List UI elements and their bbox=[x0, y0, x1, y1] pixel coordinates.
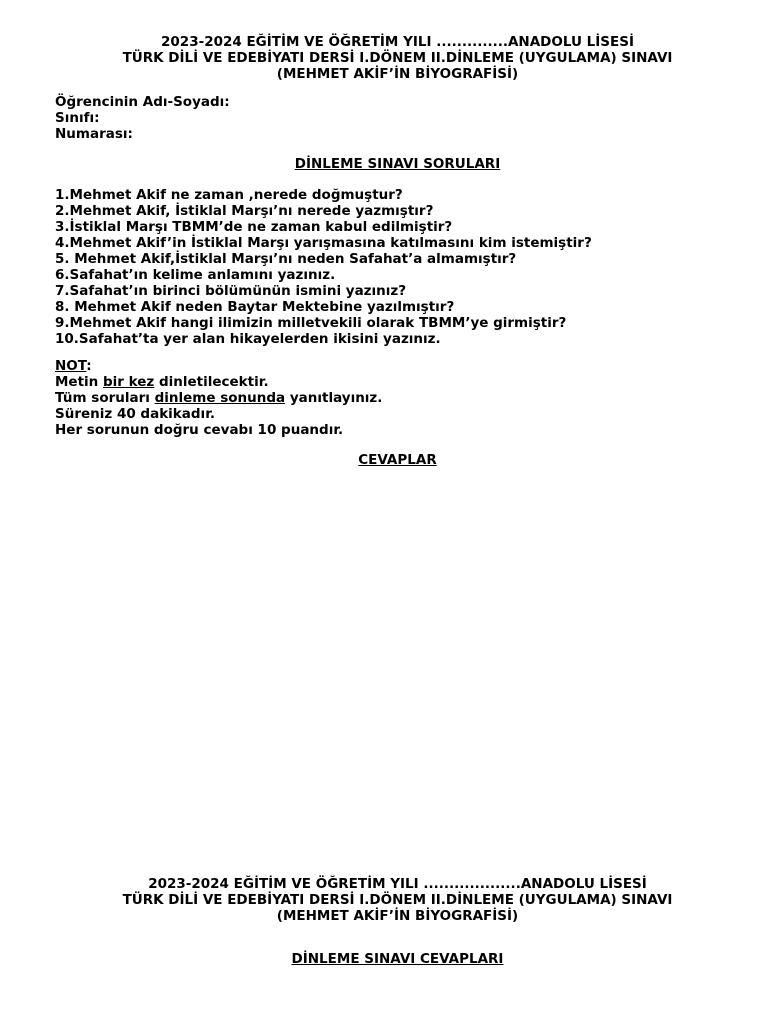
question-item: 8. Mehmet Akif neden Baytar Mektebine yazılmıştır? bbox=[55, 299, 455, 315]
note-text: Metin bbox=[55, 374, 103, 390]
note-heading bbox=[55, 358, 745, 374]
footer-header bbox=[0, 876, 768, 924]
note-line-3: Süreniz 40 dakikadır. bbox=[55, 406, 216, 422]
question-item: 7.Safahat’ın birinci bölümünün ismini yazınız? bbox=[55, 283, 407, 299]
footer-answers-title-block bbox=[0, 951, 768, 967]
note-line-1 bbox=[55, 374, 745, 390]
note-emphasis: bir kez bbox=[102, 374, 155, 390]
question-item: 4.Mehmet Akif’in İstiklal Marşı yarışmasına katılmasını kim istemiştir? bbox=[55, 235, 592, 251]
questions-list bbox=[55, 187, 745, 347]
student-class-label: Sınıfı: bbox=[55, 110, 100, 126]
header-line-2: TÜRK DİLİ VE EDEBİYATI DERSİ I.DÖNEM II.DİNLEME (UYGULAMA) SINAVI bbox=[122, 50, 673, 66]
question-item: 1.Mehmet Akif ne zaman ,nerede doğmuştur? bbox=[55, 187, 403, 203]
footer-answers-title: DİNLEME SINAVI CEVAPLARI bbox=[291, 951, 504, 967]
note-text: yanıtlayınız. bbox=[285, 390, 383, 406]
question-item: 3.İstiklal Marşı TBMM’de ne zaman kabul edilmiştir? bbox=[55, 219, 453, 235]
note-text: Tüm soruları bbox=[55, 390, 155, 406]
answers-title-block bbox=[0, 452, 768, 468]
question-item: 5. Mehmet Akif,İstiklal Marşı’nı neden Safahat’a almamıştır? bbox=[55, 251, 517, 267]
header-line-1: 2023-2024 EĞİTİM VE ÖĞRETİM YILI ..............ANADOLU LİSESİ bbox=[161, 34, 634, 50]
note-emphasis: dinleme sonunda bbox=[154, 390, 286, 406]
question-item: 2.Mehmet Akif, İstiklal Marşı’nı nerede yazmıştır? bbox=[55, 203, 434, 219]
question-item: 6.Safahat’ın kelime anlamını yazınız. bbox=[55, 267, 336, 283]
note-line-2 bbox=[55, 390, 745, 406]
note-line-4: Her sorunun doğru cevabı 10 puandır. bbox=[55, 422, 344, 438]
student-number-label: Numarası: bbox=[55, 126, 133, 142]
footer-line-1: 2023-2024 EĞİTİM VE ÖĞRETİM YILI ...................ANADOLU LİSESİ bbox=[148, 876, 647, 892]
note-colon: : bbox=[86, 358, 92, 374]
question-item: 9.Mehmet Akif hangi ilimizin milletvekili olarak TBMM’ye girmiştir? bbox=[55, 315, 567, 331]
exam-header bbox=[0, 34, 768, 82]
questions-title: DİNLEME SINAVI SORULARI bbox=[294, 156, 501, 172]
answers-title: CEVAPLAR bbox=[358, 452, 437, 468]
footer-line-2: TÜRK DİLİ VE EDEBİYATI DERSİ I.DÖNEM II.DİNLEME (UYGULAMA) SINAVI bbox=[122, 892, 673, 908]
note-text: dinletilecektir. bbox=[154, 374, 269, 390]
questions-title-block bbox=[0, 156, 768, 172]
student-info bbox=[55, 94, 745, 142]
question-item: 10.Safahat’ta yer alan hikayelerden ikisini yazınız. bbox=[55, 331, 441, 347]
student-name-label: Öğrencinin Adı-Soyadı: bbox=[55, 94, 230, 110]
note-block bbox=[55, 358, 745, 438]
footer-line-3: (MEHMET AKİF’İN BİYOGRAFİSİ) bbox=[276, 908, 519, 924]
header-line-3: (MEHMET AKİF’İN BİYOGRAFİSİ) bbox=[276, 66, 519, 82]
note-label: NOT bbox=[55, 358, 87, 374]
